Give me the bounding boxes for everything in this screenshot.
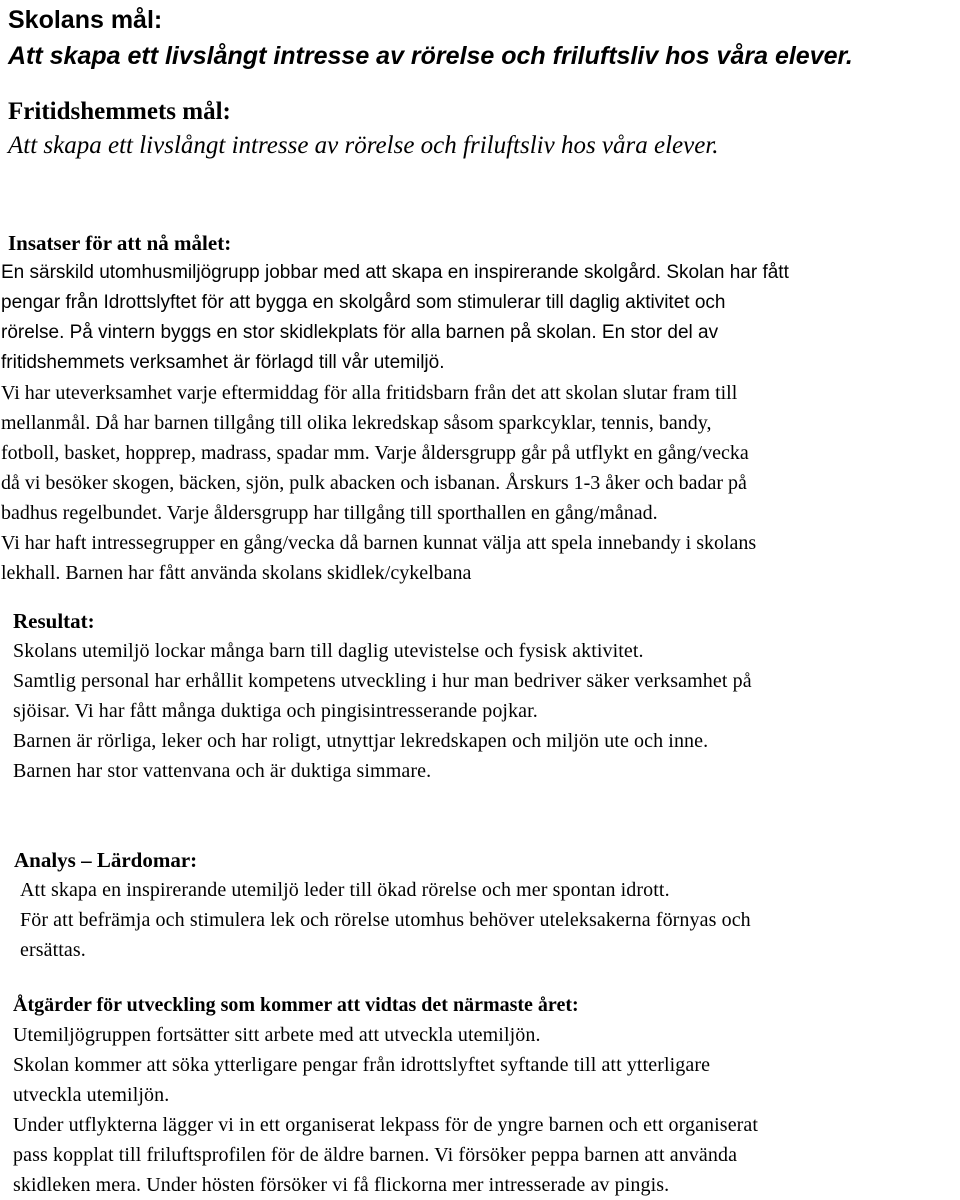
insatser-line: Vi har uteverksamhet varje eftermiddag för alla fritidsbarn från det att skolan slutar fram till <box>1 382 738 404</box>
insatser-section <box>0 228 960 588</box>
analys-heading: Analys – Lärdomar: <box>14 848 198 872</box>
resultat-line: Skolans utemiljö lockar många barn till daglig utevistelse och fysisk aktivitet. <box>13 640 644 662</box>
skolans-mal-goal: Att skapa ett livslångt intresse av rörelse och friluftsliv hos våra elever. <box>8 42 853 70</box>
resultat-line: sjöisar. Vi har fått många duktiga och pingisintresserande pojkar. <box>13 700 538 722</box>
analys-text <box>0 875 960 965</box>
insatser-line: mellanmål. Då har barnen tillgång till olika lekredskap såsom sparkcyklar, tennis, bandy, <box>1 412 712 434</box>
atgarder-text <box>0 1020 960 1200</box>
skolans-mal-section <box>8 3 960 73</box>
fritids-mal-goal: Att skapa ett livslångt intresse av rörelse och friluftsliv hos våra elever. <box>8 132 719 159</box>
insatser-line: lekhall. Barnen har fått använda skolans skidlek/cykelbana <box>1 562 472 584</box>
atgarder-line: Skolan kommer att söka ytterligare pengar från idrottslyftet syftande till att ytterligare <box>13 1054 711 1076</box>
insatser-line: En särskild utomhusmiljögrupp jobbar med att skapa en inspirerande skolgård. Skolan har fått <box>1 262 789 283</box>
insatser-line: badhus regelbundet. Varje åldersgrupp har tillgång till sporthallen en gång/månad. <box>1 502 658 524</box>
insatser-heading: Insatser för att nå målet: <box>8 231 232 255</box>
insatser-line: pengar från Idrottslyftet för att bygga en skolgård som stimulerar till daglig aktivitet och <box>1 292 726 313</box>
resultat-line: Barnen är rörliga, leker och har roligt, utnyttjar lekredskapen och miljön ute och inne. <box>13 730 709 752</box>
analys-section <box>0 845 960 965</box>
insatser-line: Vi har haft intressegrupper en gång/vecka då barnen kunnat välja att spela innebandy i skolans <box>1 532 757 554</box>
insatser-line: fritidshemmets verksamhet är förlagd till vår utemiljö. <box>1 352 445 373</box>
resultat-section <box>0 606 960 786</box>
atgarder-line: Utemiljögruppen fortsätter sitt arbete med att utveckla utemiljön. <box>13 1024 541 1046</box>
resultat-line: Barnen har stor vattenvana och är duktiga simmare. <box>13 760 432 782</box>
atgarder-line: pass kopplat till friluftsprofilen för de äldre barnen. Vi försöker peppa barnen att använda <box>13 1144 738 1166</box>
insatser-line: då vi besöker skogen, bäcken, sjön, pulk abacken och isbanan. Årskurs 1-3 åker och badar på <box>1 472 747 494</box>
analys-line: ersättas. <box>20 939 86 961</box>
atgarder-section <box>0 990 960 1200</box>
resultat-text <box>0 636 960 786</box>
atgarder-line: utveckla utemiljön. <box>13 1084 170 1106</box>
fritids-mal-section <box>8 95 960 163</box>
fritids-mal-heading: Fritidshemmets mål: <box>8 98 231 125</box>
resultat-heading: Resultat: <box>13 609 95 633</box>
skolans-mal-heading: Skolans mål: <box>8 6 163 34</box>
analys-line: Att skapa en inspirerande utemiljö leder till ökad rörelse och mer spontan idrott. <box>20 879 670 901</box>
insatser-line: rörelse. På vintern byggs en stor skidlekplats för alla barnen på skolan. En stor del av <box>1 322 719 343</box>
analys-line: För att befrämja och stimulera lek och rörelse utomhus behöver uteleksakerna förnyas och <box>20 909 751 931</box>
atgarder-line: Under utflykterna lägger vi in ett organiserat lekpass för de yngre barnen och ett organiserat <box>13 1114 759 1136</box>
insatser-line: fotboll, basket, hopprep, madrass, spadar mm. Varje åldersgrupp går på utflykt en gång/vecka <box>1 442 749 464</box>
atgarder-heading: Åtgärder för utveckling som kommer att vidtas det närmaste året: <box>13 994 579 1016</box>
resultat-line: Samtlig personal har erhållit kompetens utveckling i hur man bedriver säker verksamhet på <box>13 670 752 692</box>
insatser-text <box>0 258 960 588</box>
atgarder-line: skidleken mera. Under hösten försöker vi få flickorna mer intresserade av pingis. <box>13 1174 670 1196</box>
